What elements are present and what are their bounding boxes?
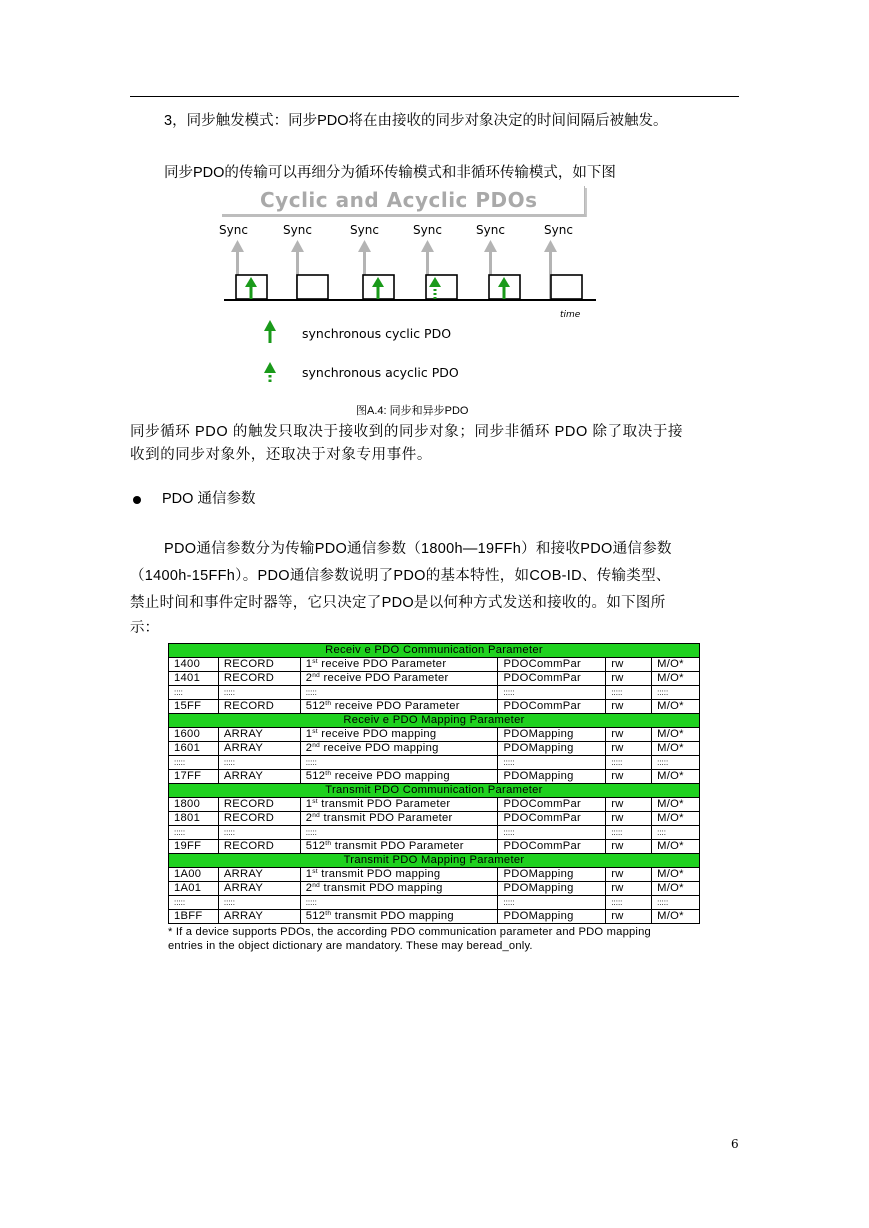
- ordinal-number: :::::: [305, 828, 317, 837]
- data-type-cell: PDOMapping: [498, 910, 606, 924]
- index-cell: 1801: [169, 812, 219, 826]
- table-row: [169, 700, 700, 714]
- table-row: [169, 756, 700, 770]
- ordinal-suffix: nd: [312, 672, 321, 679]
- paragraph-sync-intro: 同步PDO的传输可以再细分为循环传输模式和非循环传输模式，如下图: [164, 165, 616, 181]
- mandatory-cell: M/O*: [652, 770, 700, 784]
- ordinal-number: 512: [305, 840, 326, 852]
- index-cell: 1A01: [169, 882, 219, 896]
- table-row: [169, 770, 700, 784]
- object-type-cell: RECORD: [218, 700, 300, 714]
- mandatory-cell: ::::: [652, 826, 700, 840]
- ordinal-number: 512: [305, 770, 326, 782]
- ordinal-number: 2: [305, 672, 313, 684]
- index-cell: 1800: [169, 798, 219, 812]
- parameter-name-cell: [300, 896, 498, 910]
- ordinal-number: :::::: [305, 758, 317, 767]
- ordinal-suffix: th: [325, 770, 332, 777]
- index-cell: 1601: [169, 742, 219, 756]
- parameter-name-text: receive PDO mapping: [317, 728, 437, 740]
- paragraph-comm-line3: 禁止时间和事件定时器等，它只决定了PDO是以何种方式发送和接收的。如下图所: [130, 595, 666, 611]
- table-section-header: [169, 714, 700, 728]
- pdo-parameter-table: [168, 643, 700, 924]
- legend-cyclic-arrow-icon: [264, 320, 276, 343]
- access-cell: rw: [606, 770, 652, 784]
- access-cell: rw: [606, 742, 652, 756]
- sync-label: Sync: [544, 223, 573, 237]
- table-row: [169, 896, 700, 910]
- index-cell: :::::: [169, 896, 219, 910]
- object-type-cell: RECORD: [218, 812, 300, 826]
- parameter-name-cell: [300, 686, 498, 700]
- object-type-cell: RECORD: [218, 798, 300, 812]
- table-row: [169, 728, 700, 742]
- mandatory-cell: M/O*: [652, 910, 700, 924]
- data-type-cell: :::::: [498, 756, 606, 770]
- table-row: [169, 826, 700, 840]
- page-number: 6: [731, 1137, 739, 1151]
- pdo-slot-box: [297, 275, 328, 299]
- object-type-cell: ARRAY: [218, 910, 300, 924]
- index-cell: ::::: [169, 686, 219, 700]
- sync-label: Sync: [283, 223, 312, 237]
- ordinal-number: 2: [305, 882, 313, 894]
- access-cell: rw: [606, 798, 652, 812]
- table-row: [169, 868, 700, 882]
- footnote-line: * If a device supports PDOs, the according PDO communication parameter and PDO mapping: [168, 926, 651, 938]
- ordinal-number: 1: [305, 798, 313, 810]
- sync-label: Sync: [350, 223, 379, 237]
- index-cell: :::::: [169, 826, 219, 840]
- parameter-name-text: receive PDO Parameter: [320, 672, 449, 684]
- parameter-name-cell: [300, 728, 498, 742]
- table-row: [169, 840, 700, 854]
- mandatory-cell: M/O*: [652, 742, 700, 756]
- section-header-cell: Transmit PDO Communication Parameter: [169, 784, 700, 798]
- object-type-cell: RECORD: [218, 658, 300, 672]
- sync-label: Sync: [219, 223, 248, 237]
- parameter-name-cell: [300, 756, 498, 770]
- figure-caption: 图A.4: 同步和异步PDO: [356, 405, 469, 417]
- access-cell: rw: [606, 882, 652, 896]
- mandatory-cell: M/O*: [652, 840, 700, 854]
- data-type-cell: PDOMapping: [498, 770, 606, 784]
- ordinal-number: 1: [305, 868, 313, 880]
- access-cell: :::::: [606, 826, 652, 840]
- ordinal-number: 1: [305, 658, 313, 670]
- mandatory-cell: M/O*: [652, 868, 700, 882]
- mandatory-cell: :::::: [652, 756, 700, 770]
- table-section-header: [169, 784, 700, 798]
- ordinal-suffix: st: [312, 798, 318, 805]
- ordinal-number: 2: [305, 742, 313, 754]
- access-cell: rw: [606, 840, 652, 854]
- paragraph-sync-trigger: 3，同步触发模式：同步PDO将在由接收的同步对象决定的时间间隔后被触发。: [164, 113, 668, 129]
- object-type-cell: :::::: [218, 756, 300, 770]
- table-footnote: [168, 925, 748, 953]
- data-type-cell: PDOCommPar: [498, 658, 606, 672]
- parameter-name-text: transmit PDO Parameter: [317, 798, 451, 810]
- section-header-cell: Receiv e PDO Communication Parameter: [169, 644, 700, 658]
- mandatory-cell: M/O*: [652, 812, 700, 826]
- mandatory-cell: M/O*: [652, 700, 700, 714]
- ordinal-suffix: th: [325, 840, 332, 847]
- mandatory-cell: :::::: [652, 686, 700, 700]
- ordinal-number: 2: [305, 812, 313, 824]
- data-type-cell: PDOCommPar: [498, 700, 606, 714]
- access-cell: rw: [606, 728, 652, 742]
- parameter-name-text: transmit PDO Parameter: [320, 812, 453, 824]
- table-row: [169, 910, 700, 924]
- parameter-name-cell: [300, 658, 498, 672]
- index-cell: 1A00: [169, 868, 219, 882]
- legend-cyclic-label: synchronous cyclic PDO: [302, 326, 452, 341]
- object-type-cell: ARRAY: [218, 882, 300, 896]
- ordinal-number: 512: [305, 910, 326, 922]
- data-type-cell: :::::: [498, 896, 606, 910]
- index-cell: 19FF: [169, 840, 219, 854]
- parameter-name-text: transmit PDO Parameter: [331, 840, 464, 852]
- data-type-cell: PDOMapping: [498, 728, 606, 742]
- section-header-cell: Transmit PDO Mapping Parameter: [169, 854, 700, 868]
- data-type-cell: PDOCommPar: [498, 798, 606, 812]
- object-type-cell: ARRAY: [218, 868, 300, 882]
- section-header-cell: Receiv e PDO Mapping Parameter: [169, 714, 700, 728]
- paragraph-comm-line4: 示：: [130, 620, 159, 636]
- ordinal-number: :::::: [305, 898, 317, 907]
- object-type-cell: ARRAY: [218, 742, 300, 756]
- index-cell: :::::: [169, 756, 219, 770]
- mandatory-cell: M/O*: [652, 798, 700, 812]
- paragraph-comm-line1: PDO通信参数分为传输PDO通信参数（1800h—19FFh）和接收PDO通信参数: [164, 541, 672, 557]
- data-type-cell: :::::: [498, 686, 606, 700]
- parameter-name-text: receive PDO Parameter: [331, 700, 460, 712]
- pdo-slot-box: [551, 275, 582, 299]
- ordinal-suffix: nd: [312, 812, 321, 819]
- header-rule: [130, 96, 739, 97]
- table-section-header: [169, 644, 700, 658]
- access-cell: :::::: [606, 896, 652, 910]
- index-cell: 1400: [169, 658, 219, 672]
- access-cell: rw: [606, 868, 652, 882]
- parameter-name-text: transmit PDO mapping: [331, 910, 454, 922]
- index-cell: 1600: [169, 728, 219, 742]
- object-type-cell: RECORD: [218, 840, 300, 854]
- object-type-cell: ARRAY: [218, 728, 300, 742]
- parameter-name-cell: [300, 798, 498, 812]
- legend-acyclic-arrow-icon: [264, 362, 276, 382]
- table-row: [169, 798, 700, 812]
- parameter-name-cell: [300, 840, 498, 854]
- parameter-name-text: receive PDO Parameter: [317, 658, 447, 670]
- parameter-name-text: transmit PDO mapping: [317, 868, 441, 880]
- object-type-cell: :::::: [218, 686, 300, 700]
- table-row: [169, 672, 700, 686]
- bullet-icon: [133, 496, 141, 504]
- cyclic-acyclic-figure: [208, 186, 600, 394]
- parameter-name-cell: [300, 770, 498, 784]
- data-type-cell: :::::: [498, 826, 606, 840]
- ordinal-suffix: nd: [312, 742, 321, 749]
- mandatory-cell: M/O*: [652, 728, 700, 742]
- access-cell: rw: [606, 672, 652, 686]
- access-cell: rw: [606, 700, 652, 714]
- mandatory-cell: M/O*: [652, 658, 700, 672]
- sync-label: Sync: [476, 223, 505, 237]
- index-cell: 17FF: [169, 770, 219, 784]
- parameter-name-text: receive PDO mapping: [331, 770, 450, 782]
- data-type-cell: PDOCommPar: [498, 672, 606, 686]
- table-row: [169, 658, 700, 672]
- object-type-cell: :::::: [218, 896, 300, 910]
- ordinal-suffix: st: [312, 728, 318, 735]
- mandatory-cell: M/O*: [652, 672, 700, 686]
- mandatory-cell: :::::: [652, 896, 700, 910]
- data-type-cell: PDOCommPar: [498, 812, 606, 826]
- footnote-line: entries in the object dictionary are mandatory. These may beread_only.: [168, 940, 533, 952]
- data-type-cell: PDOMapping: [498, 742, 606, 756]
- parameter-name-cell: [300, 742, 498, 756]
- ordinal-suffix: st: [312, 868, 318, 875]
- parameter-name-cell: [300, 910, 498, 924]
- object-type-cell: ARRAY: [218, 770, 300, 784]
- mandatory-cell: M/O*: [652, 882, 700, 896]
- paragraph-sync-explain-line1: 同步循环 PDO 的触发只取决于接收到的同步对象；同步非循环 PDO 除了取决于接: [130, 424, 684, 440]
- ordinal-suffix: th: [325, 910, 332, 917]
- access-cell: :::::: [606, 686, 652, 700]
- legend-acyclic-label: synchronous acyclic PDO: [302, 365, 459, 380]
- data-type-cell: PDOCommPar: [498, 840, 606, 854]
- table-row: [169, 742, 700, 756]
- parameter-name-cell: [300, 672, 498, 686]
- parameter-name-cell: [300, 868, 498, 882]
- table-row: [169, 812, 700, 826]
- table-row: [169, 686, 700, 700]
- data-type-cell: PDOMapping: [498, 868, 606, 882]
- access-cell: rw: [606, 812, 652, 826]
- parameter-name-cell: [300, 812, 498, 826]
- sync-label: Sync: [413, 223, 442, 237]
- access-cell: rw: [606, 910, 652, 924]
- section-heading-pdo-comm: PDO 通信参数: [162, 491, 256, 507]
- ordinal-number: :::::: [305, 688, 317, 697]
- parameter-name-text: receive PDO mapping: [320, 742, 439, 754]
- table-row: [169, 882, 700, 896]
- index-cell: 1401: [169, 672, 219, 686]
- paragraph-comm-line2: （1400h-15FFh）。PDO通信参数说明了PDO的基本特性，如COB-ID、传输类型、: [130, 568, 671, 584]
- ordinal-suffix: nd: [312, 882, 321, 889]
- index-cell: 1BFF: [169, 910, 219, 924]
- ordinal-suffix: st: [312, 658, 318, 665]
- data-type-cell: PDOMapping: [498, 882, 606, 896]
- parameter-name-cell: [300, 882, 498, 896]
- object-type-cell: RECORD: [218, 672, 300, 686]
- figure-title: Cyclic and Acyclic PDOs: [260, 188, 538, 212]
- object-type-cell: :::::: [218, 826, 300, 840]
- time-axis-label: time: [560, 310, 581, 320]
- parameter-name-text: transmit PDO mapping: [320, 882, 443, 894]
- index-cell: 15FF: [169, 700, 219, 714]
- timeline-diagram: [208, 186, 600, 394]
- ordinal-suffix: th: [325, 700, 332, 707]
- access-cell: :::::: [606, 756, 652, 770]
- ordinal-number: 512: [305, 700, 326, 712]
- parameter-name-cell: [300, 700, 498, 714]
- parameter-name-cell: [300, 826, 498, 840]
- ordinal-number: 1: [305, 728, 313, 740]
- access-cell: rw: [606, 658, 652, 672]
- paragraph-sync-explain-line2: 收到的同步对象外，还取决于对象专用事件。: [130, 447, 432, 463]
- table-section-header: [169, 854, 700, 868]
